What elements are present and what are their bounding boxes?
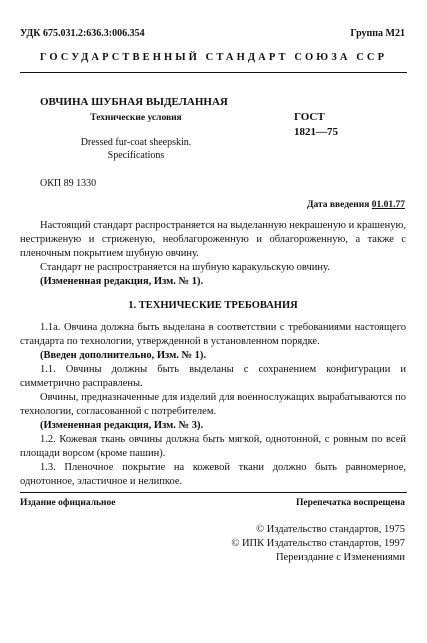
clause-1-2: 1.2. Кожевая ткань овчины должна быть мягкой, однотонной, с ровным по всей площади ворсом (кроме пашин).	[20, 434, 406, 459]
standard-heading: ГОСУДАРСТВЕННЫЙ СТАНДАРТ СОЮЗА ССР	[39, 52, 388, 63]
amendment-note: (Введен дополнительно, Изм. № 1).	[40, 350, 207, 361]
clause-1-1a: 1.1а. Овчина должна быть выделана в соответствии с требованиями настоящего стандарта по технологии, утвержденной в установленном порядке.	[20, 322, 406, 347]
group-code: Группа М21	[350, 28, 405, 39]
clause-1-1: 1.1. Овчины должны быть выделаны с сохранением конфигурации и симметрично расправлены.	[20, 364, 406, 389]
clause-1-1-military: Овчины, предназначенные для изделий для военнослужащих вырабатываются по технологии, согласованной с потребителем.	[20, 392, 406, 417]
english-title-block	[40, 136, 232, 162]
intro-date-label: Дата введения	[306, 200, 370, 210]
okp-code: ОКП 89 1330	[40, 178, 97, 189]
copyright-1975: © Издательство стандартов, 1975	[256, 524, 405, 535]
english-title: Dressed fur-coat sheepskin.	[80, 137, 192, 148]
gost-designation	[294, 110, 338, 140]
intro-date-value: 01.01.77	[371, 200, 405, 210]
document-subtitle: Технические условия	[90, 113, 182, 123]
gost-label: ГОСТ	[294, 111, 325, 123]
reissue-note: Переиздание с Изменениями	[275, 552, 405, 563]
amendment-note: (Измененная редакция, Изм. № 3).	[40, 420, 204, 431]
document-body	[20, 219, 406, 489]
document-title: ОВЧИНА ШУБНАЯ ВЫДЕЛАННАЯ	[40, 96, 228, 108]
gost-number: 1821—75	[294, 126, 338, 138]
copyright-1997: © ИПК Издательство стандартов, 1997	[231, 538, 405, 549]
footer-divider	[20, 492, 407, 493]
english-subtitle: Specifications	[107, 150, 165, 161]
reprint-prohibited: Перепечатка воспрещена	[295, 498, 405, 508]
udk-code: УДК 675.031.2:636.3:006.354	[20, 28, 145, 39]
official-edition: Издание официальное	[20, 498, 116, 508]
top-divider	[20, 72, 407, 73]
paragraph-scope: Настоящий стандарт распространяется на выделанную некрашеную и крашеную, нестриженую и стриженую, необлагороженную и облагороженную, а также с пленочным покрытием шубную овчину.	[20, 220, 406, 259]
amendment-note: (Измененная редакция, Изм. № 1).	[40, 276, 204, 287]
clause-1-3: 1.3. Пленочное покрытие на кожевой ткани должно быть равномерное, однотонное, эластичное и нелипкое.	[20, 462, 406, 487]
paragraph-exclusion: Стандарт не распространяется на шубную каракульскую овчину.	[40, 262, 330, 273]
section-heading: 1. ТЕХНИЧЕСКИЕ ТРЕБОВАНИЯ	[128, 300, 298, 311]
introduction-date	[307, 200, 405, 210]
